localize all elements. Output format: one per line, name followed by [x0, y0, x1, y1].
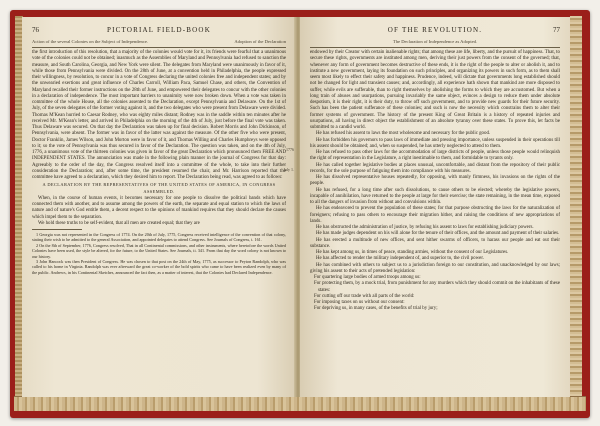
grievance-item: For quartering large bodies of armed troops among us:	[314, 275, 421, 280]
bottom-page-edges	[14, 396, 586, 411]
grievance: He has called together legislative bodies at places unusual, uncomfortable, and distant from the repository of their public records, for the sole purpose of fatiguing them into compliance with his measures.	[310, 162, 560, 174]
grievance-item: For cutting off our trade with all parts of the world:	[314, 293, 415, 299]
subhead-right: Adoption of the Declaration	[234, 39, 286, 44]
grievance-item: For protecting them, by a mock trial, from punishment for any murders which they should commit on the inhabitants of these states:	[314, 281, 560, 293]
declaration-paragraph: We hold these truths to be self-evident, that all men are created equal; that they are	[38, 220, 200, 226]
right-page-edges	[570, 16, 582, 400]
subhead: The Declaration of Independence as Adopted.	[392, 39, 478, 44]
grievance: He has forbidden his governors to pass laws of immediate and pressing importance, unless suspended in their operations till his assent should be obtained; and, when so suspended, he has utterly neglected to attend to them.	[310, 137, 560, 149]
grievance: He has obstructed the administration of justice, by refusing his assent to laws for establishing judiciary powers.	[316, 225, 534, 230]
page-number: 77	[553, 26, 560, 34]
grievance: He has affected to render the military independent of, and superior to, the civil power.	[316, 256, 484, 262]
footnote: 1 Georgia was not represented in the Congress of 1774. On the 20th of July, 1775, Congress received intelligence of the convention of that colony, stating their wish to be admitted to the general Association, and appointed delegates to attend Congress. See Journals of Congress, i. 161.	[32, 232, 286, 243]
grievance: He has endeavored to prevent the population of these states; for that purpose obstructing the laws for the naturalization of foreigners; refusing to pass others to encourage their migration hither, and raising the conditions of new appropriations of lands.	[310, 206, 560, 224]
margin-note: 1776	[286, 147, 294, 152]
footnote: 3 John Hancock was then President of Congress. He was chosen to that post on the 24th of May, 1775, as successor to Peyton Randolph, who was called to his home in Virginia. Randolph was ever afterward the great co-worker of the bold spirits who came to have been realized even by many of the public. Andrews, in his Continental Sketches, announced the fact then, as a matter of interest, that the Colonies had Declared Independence.	[32, 259, 286, 275]
grievance: He has erected a multitude of new offices, and sent hither swarms of officers, to harass our people and eat out their substance.	[310, 237, 560, 249]
page-number: 76	[32, 26, 39, 34]
grievance: He has refused his assent to laws the most wholesome and necessary for the public good.	[316, 131, 491, 137]
footnote-rule	[32, 229, 82, 230]
right-page-body	[310, 50, 560, 313]
grievance: He has kept among us, in times of peace, standing armies, without the consent of our Legislatures.	[316, 250, 509, 255]
grievance: He has refused, for a long time after such dissolutions, to cause others to be elected; whereby the legislative powers, incapable of annihilation, have returned to the people at large for their exercise; the state remaining, in the mean time, exposed to all the dangers of invasion from without and convulsions within.	[310, 187, 560, 205]
left-page-body	[32, 50, 286, 275]
running-title: PICTORIAL FIELD-BOOK	[107, 26, 211, 34]
grievance: He has made judges dependent on his will alone for the tenure of their offices, and the amount and payment of their salaries.	[316, 231, 560, 237]
subhead-left: Action of the several Colonies on the Subject of Independence.	[32, 39, 149, 44]
grievance: He has combined with others to subject us to a jurisdiction foreign to our constitution, and unacknowledged by our laws; giving his assent to their acts of pretended legislation:	[310, 262, 560, 274]
right-page-header	[310, 26, 560, 38]
left-page-subhead	[32, 39, 286, 48]
declaration-heading: A DECLARATION BY THE REPRESENTATIVES OF THE UNITED STATES OF AMERICA, IN CONGRESS ASSEMBLED.	[42, 182, 276, 194]
left-page-header	[32, 26, 286, 38]
grievance-item: For imposing taxes on us without our consent:	[314, 300, 405, 305]
footnote: 2 On the 8th of September, 1776, Congress resolved, That in all Continental commissions, and other instruments, where heretofore the words United Colonies have been used, the style be altered, for the future, to the United States. See Journals, ii. 341. From that day the word colony is not known to our history.	[32, 242, 286, 259]
margin-note: July 1.	[283, 167, 294, 172]
right-page	[300, 17, 570, 397]
grievance-item: For depriving us, in many cases, of the benefits of trial by jury;	[314, 306, 438, 312]
grievance: He has refused to pass other laws for the accommodation of large districts of people, unless those people would relinquish the right of representation in the Legislature, a right inestimable to them, and formidable to tyrants only.	[310, 150, 560, 162]
body-paragraph: endowed by their Creator with certain inalienable rights; that among these are life, liberty, and the pursuit of happiness. That, to secure these rights, governments are instituted among men, deriving their just powers from the consent of the governed; that, whenever any form of government becomes destructive of these ends, it is the right of the people to alter or abolish it, and to institute a new government, laying its foundation on such principles, and organizing its powers in such form, as to them shall seem most likely to effect their safety and happiness. Prudence, indeed, will dictate that governments long established should not be changed for light and transient causes; and, accordingly, all experience hath shown that mankind are more disposed to suffer, while evils are sufferable, than to right themselves by abolishing the forms to which they are accustomed. But when a long train of abuses and usurpations, pursuing invariably the same object, evinces a design to reduce them under absolute despotism, it is their right, it is their duty, to throw off such government, and to provide new guards for their future security. Such has been the patient sufferance of these colonies; and such is now the necessity which constrains them to alter their former systems of government. The history of the present King of Great Britain is a history of repeated injuries and usurpations, all having in direct object the establishment of an absolute tyranny over these states. To prove this, let facts be submitted to a candid world.	[310, 50, 560, 130]
running-title: OF THE REVOLUTION.	[387, 26, 483, 34]
body-paragraph: the first introduction of this resolution, that a majority of the colonies would vote for it, its friends were fearful that a unanimous vote of the colonies could not be obtained; inasmuch as the Assemblies of Maryland and Pennsylvania had refused to sanction the measure, and South Carolina, Georgia, and New York were silent. The delegates from Maryland were unanimously in favor of it, while those from Pennsylvania were divided. On the 28th of June, at a convention held in Philadelphia, the people expressed their willingness, by resolution, to concur in a vote of Congress declaring the united colonies free and independent states; and by the unwearied exertions and great influence of Charles Carroll, William Paca, Samuel Chase, and others, the Convention of Maryland recalled their former instructions on the 28th of June, and empowered their delegates to concur with the other colonies in a declaration of independence. The most important barriers to unanimity were now broken down. When a vote was taken in committee of the whole House, all the colonies assented to the Declaration, except Pennsylvania and Delaware. On the 1st of July, of the seven delegates of the former voting against it, and the two delegates who were present from Delaware were divided. Thomas M'Kean hurried to Caesar Rodney, who was eighty miles distant; Rodney was in the saddle within ten minutes after he received Mr. M'Kean's letter, and arrived in Philadelphia on the morning of the 4th of July, just before the final vote was taken. Thus Delaware was secured. On that day the Declaration was taken up for final decision. Robert Morris and John Dickinson, of Pennsylvania, were absent. The former was in favor of the latter was against the measure. Of the other five who were present, Doctor Franklin, James Wilson, and John Morton were in favor of it, and Thomas Willing and Charles Humphreys were opposed to it; so the vote of Pennsylvania was thus secured in favor of the Declaration. The question was taken, and on the 4th of July, 1776, a unanimous vote of the thirteen colonies was given in favor of the great Declaration which pronounced them FREE AND INDEPENDENT STATES. The annunciation was made in the following plain manner in the journal of Congress for that day: Agreeably to the order of the day, the Congress resolved itself into a committee of the whole, to take into their further consideration the Declaration; and, after some time, the president resumed the chair, and Mr. Harrison reported that the committee have agreed to a declaration, which they desired him to report. The Declaration being read, was agreed to as follows:	[32, 50, 286, 180]
left-page	[22, 17, 296, 397]
right-page-subhead	[310, 39, 560, 48]
grievance: He has dissolved representative houses repeatedly, for opposing, with manly firmness, his invasions on the rights of the people.	[310, 175, 560, 187]
declaration-paragraph: When, in the course of human events, it becomes necessary for one people to dissolve the political bands which have connected them with another, and to assume among the powers of the earth, the separate and equal station to which the laws of nature and of nature's God entitle them, a decent respect to the opinions of mankind requires that they should declare the causes which impel them to the separation.	[32, 195, 286, 220]
